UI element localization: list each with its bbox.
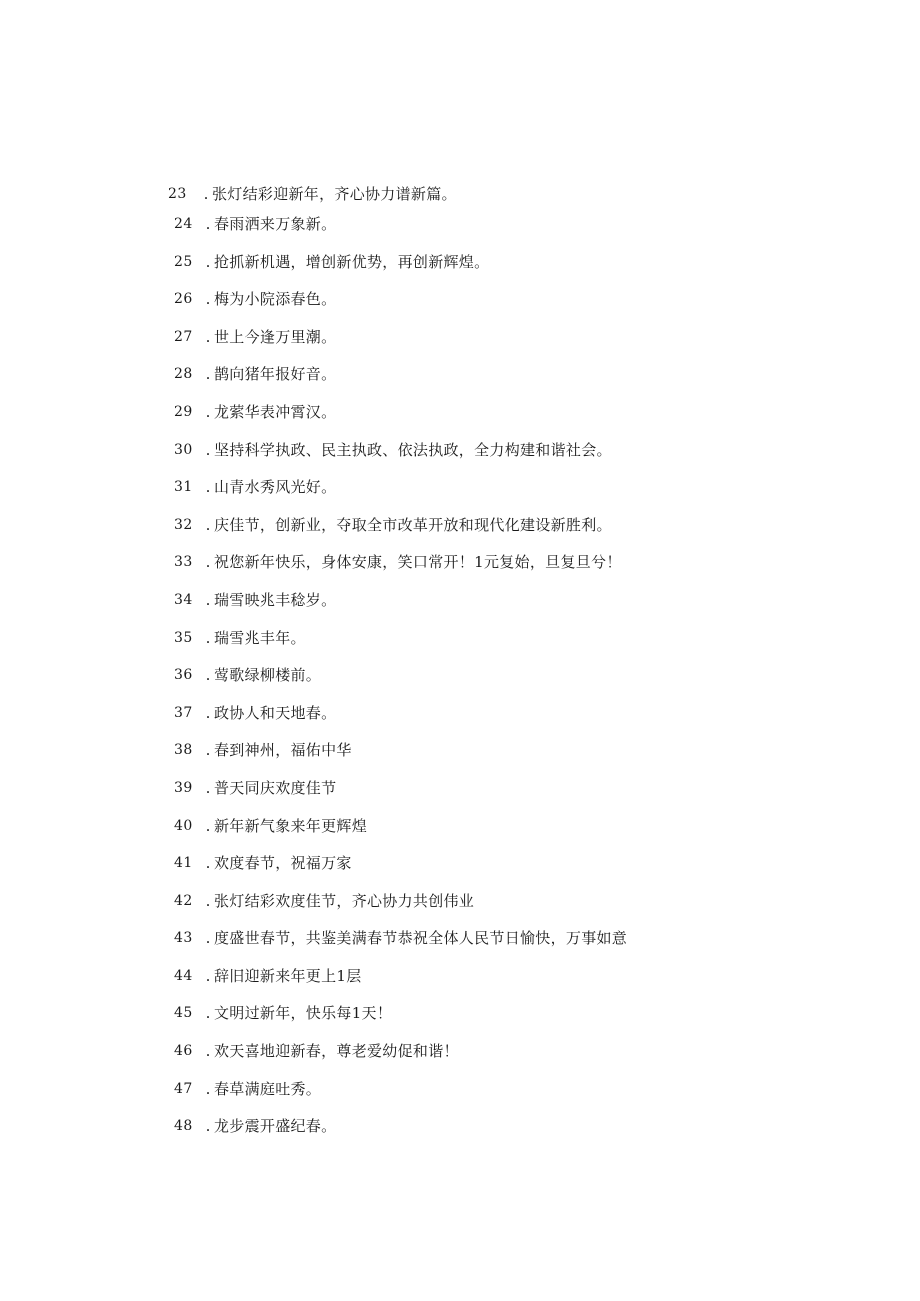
list-item [168,625,868,663]
item-separator: . [205,327,211,346]
item-text: 瑞雪映兆丰稔岁。 [214,590,337,609]
list-item [168,399,868,437]
item-number: 45 [174,1005,193,1022]
item-number: 47 [174,1080,193,1097]
item-number: 30 [174,441,193,458]
item-number: 29 [174,403,193,420]
item-separator: . [205,854,211,873]
list-item [168,512,868,550]
item-text: 新年新气象来年更辉煌 [214,816,368,835]
item-text: 龙萦华表冲霄汉。 [214,402,337,421]
item-number: 43 [174,930,193,947]
item-text: 世上今逢万里潮。 [214,327,337,346]
item-separator: . [205,402,211,421]
item-text: 春草满庭吐秀。 [214,1079,322,1098]
list-item [168,211,868,249]
item-separator: . [205,478,211,497]
item-text: 普天同庆欢度佳节 [214,778,337,797]
item-text: 梅为小院添春色。 [214,290,337,309]
list-item [168,249,868,287]
list-item [168,963,868,1001]
item-separator: . [205,666,211,685]
list-item [168,549,868,587]
item-text: 莺歌绿柳楼前。 [214,666,322,685]
item-separator: . [205,1042,211,1061]
list-item [168,850,868,888]
item-text: 欢天喜地迎新春，尊老爱幼促和谐！ [214,1042,459,1061]
item-number: 28 [174,366,193,383]
item-text: 政协人和天地春。 [214,703,337,722]
list-item [168,286,868,324]
item-number: 32 [174,516,193,533]
list-item [168,1038,868,1076]
item-separator: . [205,515,211,534]
list-item [168,324,868,362]
list-item [168,1000,868,1038]
item-separator: . [205,440,211,459]
item-number: 26 [174,291,193,308]
item-number: 48 [174,1118,193,1135]
item-text: 抢抓新机遇，增创新优势，再创新辉煌。 [214,252,490,271]
item-separator: . [205,741,211,760]
item-text: 文明过新年，快乐每1天！ [214,1004,393,1023]
list-item [168,775,868,813]
item-separator: . [205,778,211,797]
item-text: 庆佳节，创新业，夺取全市改革开放和现代化建设新胜利。 [214,515,612,534]
item-text: 山青水秀风光好。 [214,478,337,497]
item-separator: . [205,816,211,835]
item-separator: . [205,290,211,309]
item-separator: . [205,929,211,948]
item-number: 27 [174,328,193,345]
item-text: 辞旧迎新来年更上1层 [214,966,362,985]
item-number: 37 [174,704,193,721]
item-separator: . [205,891,211,910]
list-item [168,1076,868,1114]
item-number: 46 [174,1043,193,1060]
item-number: 44 [174,967,193,984]
list-item [168,181,868,211]
list-item [168,925,868,963]
list-item [168,361,868,399]
item-separator: . [205,1079,211,1098]
item-separator: . [205,215,211,233]
item-text: 龙步震开盛纪春。 [214,1117,337,1136]
item-separator: . [205,1004,211,1023]
item-number: 42 [174,892,193,909]
item-text: 坚持科学执政、民主执政、依法执政，全力构建和谐社会。 [214,440,612,459]
item-separator: . [205,252,211,271]
list-item [168,474,868,512]
list-item [168,1113,868,1151]
item-text: 张灯结彩欢度佳节，齐心协力共创伟业 [214,891,475,910]
item-text: 祝您新年快乐，身体安康，笑口常开！1元复始，旦复旦兮！ [214,553,622,572]
item-text: 张灯结彩迎新年，齐心协力谱新篇。 [212,185,457,203]
item-text: 春到神州，福佑中华 [214,741,352,760]
item-text: 鹊向猪年报好音。 [214,365,337,384]
item-number: 41 [174,855,193,872]
slogan-list [168,181,868,1151]
item-text: 瑞雪兆丰年。 [214,628,306,647]
item-separator: . [205,703,211,722]
item-number: 33 [174,554,193,571]
item-text: 春雨洒来万象新。 [214,215,337,233]
list-item [168,813,868,851]
item-separator: . [205,1117,211,1136]
item-number: 35 [174,629,193,646]
list-item [168,662,868,700]
item-separator: . [205,628,211,647]
list-item [168,437,868,475]
item-number: 24 [174,216,193,232]
item-text: 度盛世春节，共鉴美满春节恭祝全体人民节日愉快，万事如意 [214,929,628,948]
item-number: 36 [174,667,193,684]
list-item [168,587,868,625]
item-number: 25 [174,253,193,270]
item-number: 40 [174,817,193,834]
list-item [168,888,868,926]
item-number: 23 [168,186,187,202]
list-item [168,737,868,775]
item-text: 欢度春节，祝福万家 [214,854,352,873]
item-separator: . [205,365,211,384]
item-separator: . [205,966,211,985]
item-separator: . [205,553,211,572]
item-number: 39 [174,779,193,796]
item-separator: . [203,185,209,203]
item-number: 38 [174,742,193,759]
list-item [168,700,868,738]
item-number: 34 [174,591,193,608]
item-separator: . [205,590,211,609]
item-number: 31 [174,479,193,496]
